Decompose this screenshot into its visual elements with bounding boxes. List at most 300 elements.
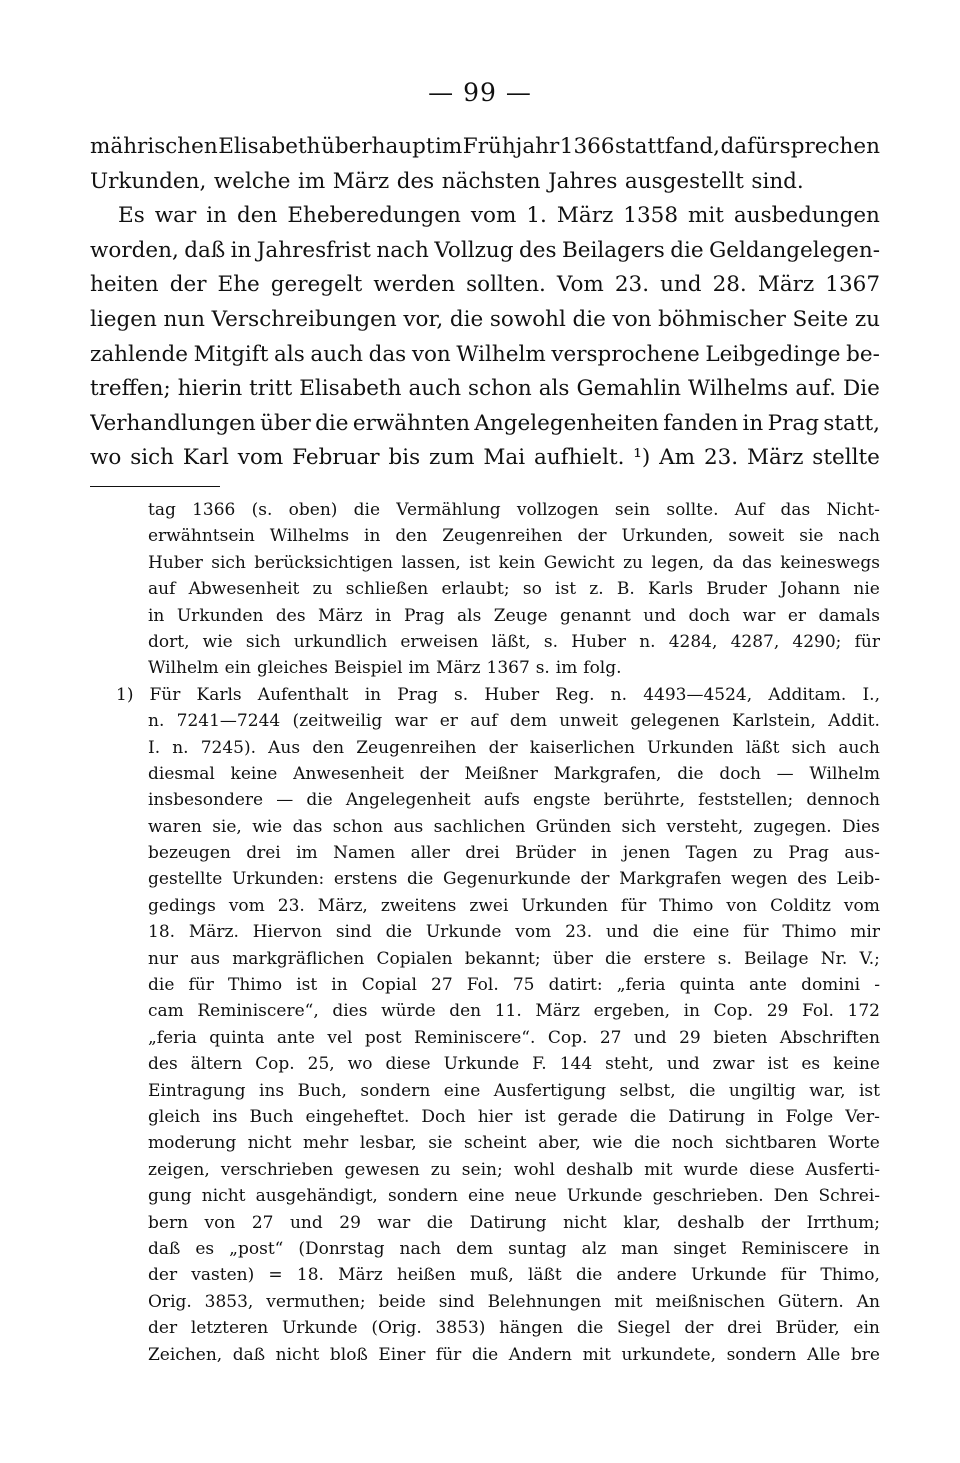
word: Prag [403,605,445,626]
word: von [204,1212,236,1233]
word: auch [310,341,363,367]
word: das [292,816,323,837]
footnote-line [90,866,880,892]
word: die [449,306,484,332]
word: ist [555,579,577,600]
word: klar, [623,1212,661,1233]
word: die [576,1318,604,1339]
word: März [338,1265,383,1286]
word: Urkunde [425,922,502,943]
word: Ausfertigung [493,1080,607,1101]
word: 3853, [204,1291,254,1312]
word: überhaupt [320,134,435,159]
word: Wilhelm [456,341,546,367]
word: läßt [745,737,780,758]
word: stellte [812,445,880,471]
word: für [620,895,647,916]
word: daß [148,1238,181,1259]
word: sollte. [666,500,719,520]
footnote-line-text [149,682,880,708]
word: heißen [396,1265,456,1286]
word: auch [838,737,880,758]
footnote-line [90,1315,880,1341]
word: versprochene [551,341,700,367]
word: aber, [538,1133,581,1154]
word: sich [621,816,657,837]
word: aufs [483,790,520,811]
word: vom [237,445,284,471]
word: eine [468,1186,505,1207]
word: 11. [494,1001,522,1022]
word: mit [644,1159,673,1180]
word: be- [846,341,880,367]
word: Karls [196,684,242,705]
word: Karlstein, [732,711,816,732]
word: mährischen [90,134,218,159]
word: sichtbaren [725,1133,817,1154]
footnotes [90,497,880,1368]
word: ist [296,975,318,996]
word: z. [589,579,604,600]
word: in [591,843,608,864]
word: eine [443,1080,481,1101]
word: Worte [828,1133,880,1154]
word: n. [639,631,656,652]
word: in [683,1001,701,1022]
word: Beispiel [333,658,403,679]
word: Zeugenreihen [356,737,477,758]
word: das [780,500,811,520]
word: zu [430,1159,451,1180]
word: in [206,203,227,229]
word: war, [809,1080,846,1101]
word: scheint [464,1133,527,1154]
word: März [318,605,363,626]
word: Zeugenreihen [442,526,563,547]
word: wohl [513,1159,555,1180]
word: (s. [251,500,273,520]
word: An [856,1291,880,1312]
word: Urkunde [566,1186,643,1207]
word: wie [592,1133,623,1154]
word: dafür [720,134,780,159]
word: nicht [201,1186,246,1207]
footnote-line [90,735,880,761]
word: worden, [90,237,179,263]
word: sich [211,552,246,573]
word: Addit. [828,711,880,732]
word: sind [335,922,372,943]
word: im [408,658,430,679]
word: genannt [560,605,631,626]
word: diese [749,1159,795,1180]
word: 28. [712,272,747,298]
word: Brüder [515,843,576,864]
word: die [677,763,704,784]
word: Buch [249,1106,294,1127]
word: wurde [683,1159,739,1180]
word: schon [468,376,532,402]
word: sie [428,1133,453,1154]
word: Dies [842,816,880,837]
word: F. [532,1054,547,1075]
word: Orig. [148,1291,192,1312]
word: in [331,975,348,996]
word: zu [854,306,880,332]
word: 23. [565,922,593,943]
word: Wilhelms [269,526,350,547]
word: auf. [795,376,837,402]
word: aufhielt. [534,445,625,471]
word: V.; [859,948,880,969]
word: tag [148,500,176,520]
word: Gründen [535,816,612,837]
word: Karls [647,579,694,600]
word: lesbar, [359,1133,417,1154]
word: „post“ [229,1238,284,1259]
word: „feria [616,975,666,996]
word: nicht [247,1133,292,1154]
footnote-line [90,787,880,813]
word: oben) [288,500,338,520]
word: stattfand, [615,134,720,159]
word: über [552,948,593,969]
word: 1358 [623,203,679,229]
word: B. [616,579,635,600]
word: unweit [559,711,619,732]
word: keineswegs [780,552,880,573]
word: vom [470,203,517,229]
word: zum [429,445,475,471]
word: des [396,168,435,194]
word: er [439,711,458,732]
word: waren [148,816,202,837]
word: Aus [268,737,301,758]
word: von [726,895,758,916]
word: dort, [148,631,190,652]
word: n. [148,711,165,732]
word: die [406,869,434,890]
footnote-line [90,603,880,629]
word: insbesondere [148,790,264,811]
word: auf [470,711,498,732]
word: wie [202,631,233,652]
word: hängen [499,1318,564,1339]
footnote-line [90,1130,880,1156]
word: es [195,1238,215,1259]
word: gung [148,1186,192,1207]
word: Eintragung [148,1080,246,1101]
word: Aufenthalt [257,684,349,705]
word: Gemahlin [576,376,682,402]
word: es [801,1054,821,1075]
footnote-line [90,655,880,681]
word: 7245). [200,737,257,758]
word: Ehe [217,272,260,298]
word: 1367 [486,658,530,679]
word: Wilhelms [688,376,789,402]
word: war [377,1212,411,1233]
word: Tagen [685,843,738,864]
word: des [275,605,306,626]
word: 23. [614,272,650,298]
word: von [612,306,652,332]
word: Thimo [782,922,837,943]
word: Huber [571,631,627,652]
word: März [757,272,815,298]
word: Nicht- [826,500,880,520]
footnote-line [90,1051,880,1077]
word: Fol. [801,1001,834,1022]
word: Vom [556,272,604,298]
word: ältern [190,1054,243,1075]
word: ist [859,1080,880,1101]
word: beide [378,1291,426,1312]
word: Urkunden [647,737,734,758]
word: ist [469,552,491,573]
word: geschrieben. [652,1186,764,1207]
word: s. [717,948,732,969]
word: bern [148,1212,189,1233]
word: damals [818,605,880,626]
word: moderung [148,1133,237,1154]
word: der [148,1318,178,1339]
word: sind. [751,168,804,194]
word: Angelegenheit [345,790,471,811]
word: bieten [713,1027,768,1048]
word: böhmischer [658,306,786,332]
word: Verschreibungen [211,306,397,332]
word: die [306,790,333,811]
word: auf [148,579,176,600]
word: = [268,1265,283,1286]
word: feststellen; [698,790,794,811]
word: n. [610,684,628,705]
word: den [236,203,278,229]
word: im [555,658,578,679]
word: war [394,711,428,732]
word: Hiervon [252,922,322,943]
word: Thimo [227,975,283,996]
word: Folge [785,1106,834,1127]
word: Jahresfrist [256,237,371,263]
word: 27 [599,1027,622,1048]
word: zugegen. [753,816,832,837]
word: kein [498,552,536,573]
word: Huber [148,552,203,573]
word: verschrieben [220,1159,334,1180]
word: vollzogen [516,500,599,520]
word: er [787,605,807,626]
word: Den [773,1186,809,1207]
word: Karl [182,445,229,471]
word: (Orig. [371,1318,422,1339]
word: gedings [148,895,216,916]
word: Für [149,684,181,705]
word: dies [332,1001,368,1022]
word: vom [228,895,265,916]
word: aus- [844,843,880,864]
word: als [457,605,482,626]
word: die [670,237,704,263]
word: singet [673,1238,727,1259]
word: Leibgedinge [705,341,841,367]
word: wie [252,816,283,837]
word: bezeugen [148,843,231,864]
footnote-1-first-line [90,682,880,708]
word: zwei [469,895,509,916]
footnote-divider [90,486,220,487]
word: mehr [303,1133,349,1154]
word: berührte, [603,790,685,811]
word: zeigen, [148,1159,210,1180]
word: „feria [148,1027,197,1048]
word: statt, [823,410,880,436]
word: bre [850,1344,880,1365]
word: Andern [508,1344,573,1365]
word: und [660,272,702,298]
word: da [712,552,734,573]
word: Prag [767,410,819,436]
word: man [621,1238,659,1259]
word: den [449,1001,482,1022]
word: in [230,237,252,263]
word: die [471,1344,499,1365]
word: läßt, [491,631,531,652]
word: suntag [508,1238,567,1259]
word: nächsten [441,168,541,194]
word: domini [801,975,861,996]
word: Additam. [768,684,847,705]
word: mit [614,1291,643,1312]
word: berücksichtigen [254,552,393,573]
footnote-line [90,946,880,972]
word: quinta [209,1027,265,1048]
word: für [854,631,880,652]
word: ist [767,1054,789,1075]
word: ins [212,1106,238,1127]
word: im [435,134,463,159]
word: Johann [780,579,841,600]
word: schon [332,816,384,837]
word: Huber [484,684,540,705]
word: hier [477,1106,513,1127]
word: sich [130,445,175,471]
word: in [742,410,764,436]
word: wo [90,445,122,471]
word: meißnischen [655,1291,766,1312]
word: war [154,203,197,229]
word: der [684,1318,714,1339]
word: den [395,526,428,547]
word: deshalb [566,1159,634,1180]
word: und [666,1054,700,1075]
word: Datirung [668,1106,746,1127]
word: Meißner [464,763,538,784]
word: Auf [734,500,765,520]
word: des [797,869,827,890]
word: Bruder [706,579,767,600]
word: werden [373,272,456,298]
word: engste [532,790,591,811]
word: Anwesenheit [293,763,404,784]
word: ante [748,975,787,996]
word: ¹) [633,445,651,471]
word: würde [381,1001,436,1022]
word: gestellte [148,869,223,890]
word: für [435,1344,462,1365]
word: wo [347,1054,373,1075]
text-line [90,338,880,373]
word: lassen, [401,552,461,573]
word: Copial [361,975,417,996]
word: geregelt [270,272,363,298]
word: Zeichen, [148,1344,223,1365]
word: der [419,763,449,784]
word: drei [727,1318,762,1339]
word: muß, [469,1265,514,1286]
word: nicht [275,1344,320,1365]
word: der [577,526,607,547]
word: Frühjahr [462,134,560,159]
word: in [863,1238,880,1259]
word: März [747,445,804,471]
word: die [689,1080,716,1101]
word: 18. [296,1265,324,1286]
word: der [580,869,610,890]
word: alz [581,1238,607,1259]
word: Cop. [547,1027,588,1048]
word: zahlende [90,341,188,367]
footnote-line [90,1210,880,1236]
page-number: — 99 — [428,78,532,107]
word: drei [246,843,281,864]
word: die [629,1106,657,1127]
word: mir [850,922,880,943]
footnote-line [90,1104,880,1130]
word: sprechen [779,134,880,159]
word: Elisabeth [299,376,402,402]
word: jenen [622,843,671,864]
word: wegen [731,869,788,890]
word: sie, [212,816,242,837]
word: Eheberedungen [287,203,461,229]
word: urkundete, [621,1344,717,1365]
word: sondern [726,1344,797,1365]
word: Colditz [770,895,831,916]
word: und [605,922,639,943]
word: gelegenen [630,711,720,732]
word: auch [408,376,462,402]
word: März. [188,922,239,943]
word: das [742,552,772,573]
word: Brüder, [775,1318,840,1339]
word: über [260,410,311,436]
word: die [315,410,349,436]
word: nach [376,237,429,263]
word: die [605,948,632,969]
word: 144 [559,1054,593,1075]
word: Seite [792,306,849,332]
word: des [518,237,557,263]
word: 27 [251,1212,274,1233]
word: vor, [403,306,444,332]
word: und [643,605,677,626]
word: die [633,1133,661,1154]
word: daß [184,237,226,263]
word: zweitens [380,895,457,916]
word: im [297,168,326,194]
